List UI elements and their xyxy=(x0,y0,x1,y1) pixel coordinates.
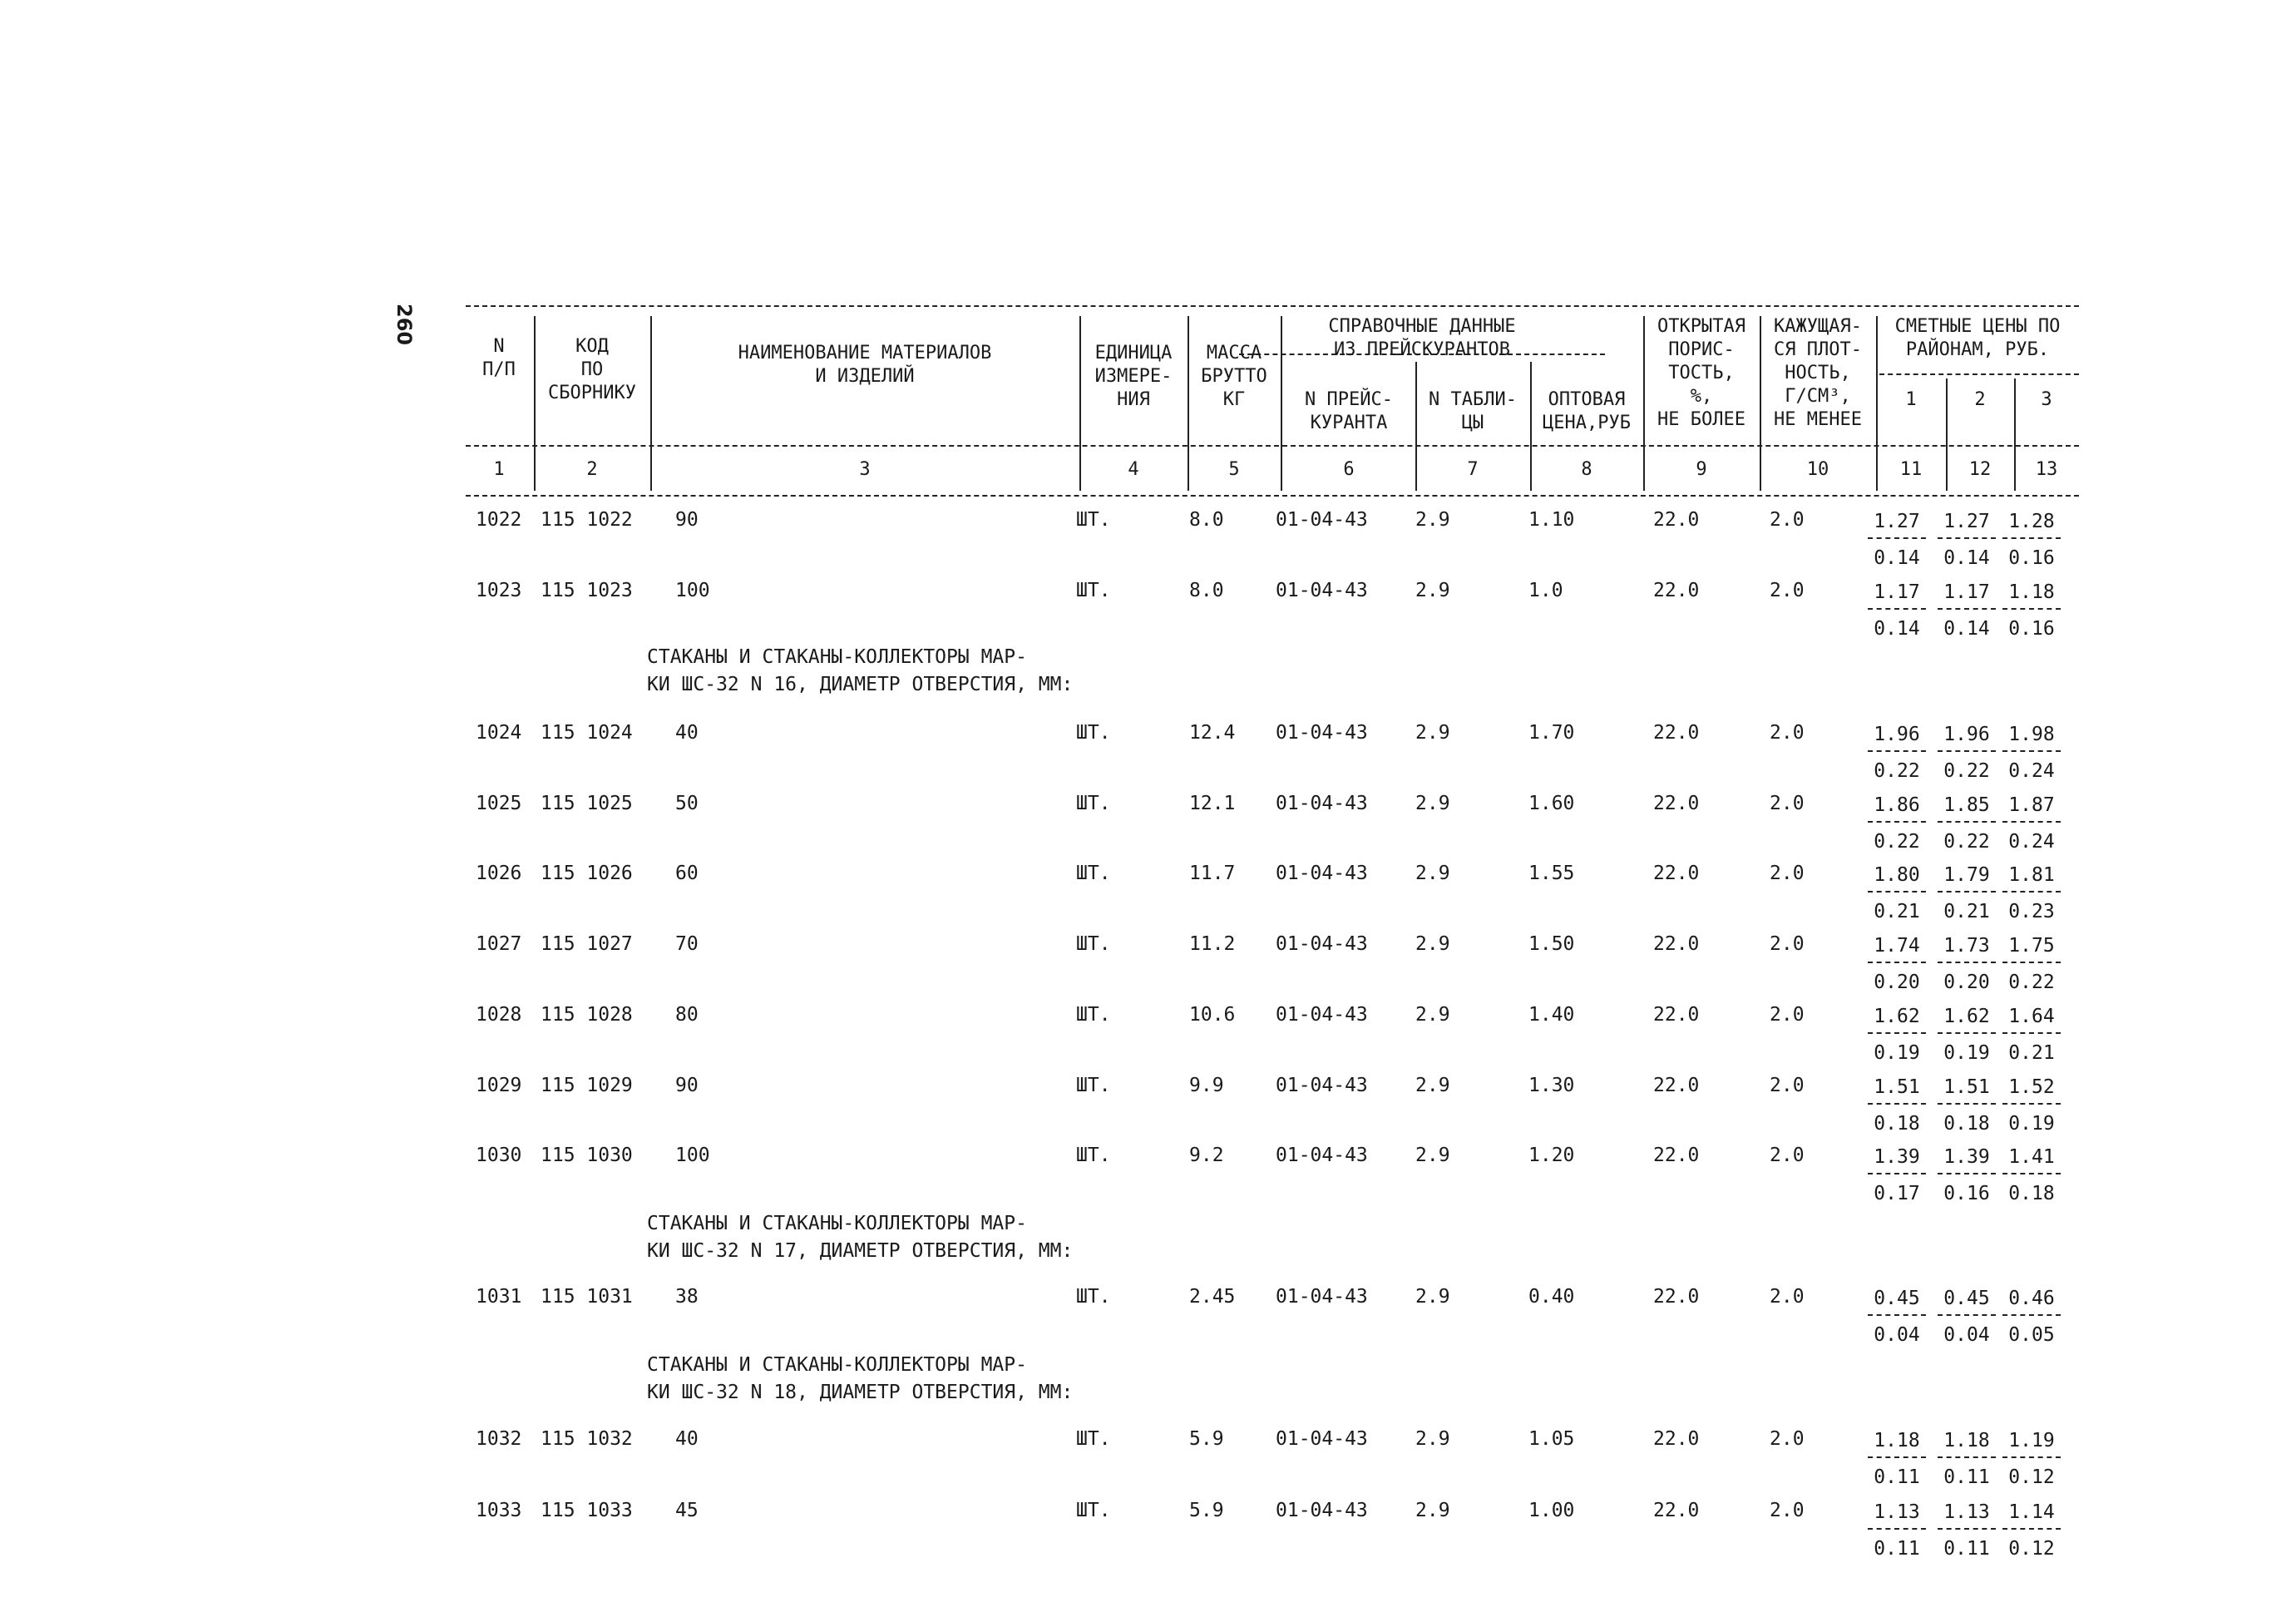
price-sub-value: 0.18 xyxy=(1874,1113,1920,1135)
row-unit: ШТ. xyxy=(1076,1500,1111,1521)
row-mass: 10.6 xyxy=(1189,1004,1236,1026)
row-code: 115 1029 xyxy=(541,1075,633,1096)
row-price-list: 01-04-43 xyxy=(1276,509,1368,531)
col-number: 13 xyxy=(2035,459,2058,480)
header-mid-rule xyxy=(466,445,2079,447)
row-number: 1026 xyxy=(476,863,522,884)
price-region-3 xyxy=(2002,581,2061,640)
price-value: 1.74 xyxy=(1868,935,1926,963)
price-region-3 xyxy=(2002,794,2061,853)
row-name: 60 xyxy=(675,863,699,884)
row-number: 1032 xyxy=(476,1428,522,1450)
price-sub-value: 0.21 xyxy=(2008,1042,2055,1064)
header-sep xyxy=(650,316,652,491)
price-region-2 xyxy=(1938,724,1996,782)
header-col5: МАССА БРУТТО КГ xyxy=(1201,343,1267,410)
price-value: 1.80 xyxy=(1868,864,1926,893)
row-porosity: 22.0 xyxy=(1653,580,1700,601)
header-group-prices: СМЕТНЫЕ ЦЕНЫ ПО РАЙОНАМ, РУБ. xyxy=(1894,316,2061,360)
col-number: 10 xyxy=(1806,459,1829,480)
price-value: 1.28 xyxy=(2002,511,2061,539)
row-table: 2.9 xyxy=(1415,1286,1450,1308)
row-density: 2.0 xyxy=(1770,1075,1805,1096)
section-title: СТАКАНЫ И СТАКАНЫ-КОЛЛЕКТОРЫ МАР- КИ ШС-32 N 16, ДИАМЕТР ОТВЕРСТИЯ, ММ: xyxy=(647,646,1074,695)
row-number: 1024 xyxy=(476,722,522,744)
price-sub-value: 0.22 xyxy=(1943,831,1990,853)
price-sub-value: 0.19 xyxy=(1874,1042,1920,1064)
header-prices-rule xyxy=(1879,373,2079,375)
price-sub-value: 0.14 xyxy=(1874,618,1920,640)
row-wholesale: 1.70 xyxy=(1528,722,1575,744)
row-name: 40 xyxy=(675,1428,699,1450)
row-name: 100 xyxy=(675,1145,710,1166)
price-value: 1.13 xyxy=(1868,1501,1926,1530)
row-price-list: 01-04-43 xyxy=(1276,793,1368,814)
row-porosity: 22.0 xyxy=(1653,1145,1700,1166)
price-value: 1.62 xyxy=(1868,1006,1926,1034)
price-region-2 xyxy=(1938,511,1996,569)
price-value: 1.27 xyxy=(1938,511,1996,539)
price-value: 1.39 xyxy=(1938,1146,1996,1174)
price-sub-value: 0.21 xyxy=(1874,901,1920,922)
price-value: 1.27 xyxy=(1868,511,1926,539)
price-region-3 xyxy=(2002,864,2061,922)
price-value: 1.51 xyxy=(1938,1076,1996,1105)
price-region-1 xyxy=(1868,1006,1926,1064)
price-region-3 xyxy=(2002,1146,2061,1204)
row-mass: 2.45 xyxy=(1189,1286,1236,1308)
row-wholesale: 1.20 xyxy=(1528,1145,1575,1166)
row-density: 2.0 xyxy=(1770,1145,1805,1166)
price-region-2 xyxy=(1938,1501,1996,1560)
price-value: 1.87 xyxy=(2002,794,2061,823)
row-density: 2.0 xyxy=(1770,580,1805,601)
row-density: 2.0 xyxy=(1770,722,1805,744)
row-unit: ШТ. xyxy=(1076,793,1111,814)
price-sub-value: 0.19 xyxy=(2008,1113,2055,1135)
row-name: 90 xyxy=(675,509,699,531)
row-unit: ШТ. xyxy=(1076,933,1111,955)
header-col12: 2 xyxy=(1974,389,1986,410)
table-header xyxy=(466,295,2079,495)
header-group-ref: СПРАВОЧНЫЕ ДАННЫЕ ИЗ ПРЕЙСКУРАНТОВ xyxy=(1328,316,1516,360)
price-region-1 xyxy=(1868,1146,1926,1204)
row-number: 1029 xyxy=(476,1075,522,1096)
price-value: 1.13 xyxy=(1938,1501,1996,1530)
price-region-2 xyxy=(1938,1146,1996,1204)
price-region-1 xyxy=(1868,581,1926,640)
price-sub-value: 0.16 xyxy=(1943,1183,1990,1204)
price-region-2 xyxy=(1938,935,1996,993)
price-region-2 xyxy=(1938,864,1996,922)
section-title: СТАКАНЫ И СТАКАНЫ-КОЛЛЕКТОРЫ МАР- КИ ШС-32 N 18, ДИАМЕТР ОТВЕРСТИЯ, ММ: xyxy=(647,1354,1074,1403)
price-sub-value: 0.11 xyxy=(1874,1538,1920,1560)
page-number: 260 xyxy=(393,304,416,346)
row-price-list: 01-04-43 xyxy=(1276,1075,1368,1096)
row-porosity: 22.0 xyxy=(1653,1286,1700,1308)
row-mass: 8.0 xyxy=(1189,580,1224,601)
header-col8: ОПТОВАЯ ЦЕНА,РУБ xyxy=(1543,389,1631,433)
header-sep xyxy=(2014,378,2016,491)
col-number: 2 xyxy=(586,459,598,480)
col-number: 8 xyxy=(1581,459,1592,480)
col-number: 4 xyxy=(1128,459,1139,480)
price-sub-value: 0.14 xyxy=(1943,547,1990,569)
price-value: 1.62 xyxy=(1938,1006,1996,1034)
price-sub-value: 0.24 xyxy=(2008,760,2055,782)
row-mass: 5.9 xyxy=(1189,1428,1224,1450)
header-sep xyxy=(1946,378,1948,491)
header-top-rule xyxy=(466,305,2079,307)
row-code: 115 1027 xyxy=(541,933,633,955)
row-price-list: 01-04-43 xyxy=(1276,1500,1368,1521)
row-code: 115 1025 xyxy=(541,793,633,814)
row-code: 115 1022 xyxy=(541,509,633,531)
price-sub-value: 0.16 xyxy=(2008,547,2055,569)
price-region-1 xyxy=(1868,724,1926,782)
price-value: 1.52 xyxy=(2002,1076,2061,1105)
price-region-2 xyxy=(1938,1430,1996,1488)
price-value: 1.81 xyxy=(2002,864,2061,893)
price-region-3 xyxy=(2002,1076,2061,1135)
header-sep xyxy=(1760,316,1761,491)
row-name: 50 xyxy=(675,793,699,814)
row-price-list: 01-04-43 xyxy=(1276,1428,1368,1450)
row-name: 40 xyxy=(675,722,699,744)
row-unit: ШТ. xyxy=(1076,509,1111,531)
price-value: 1.96 xyxy=(1938,724,1996,752)
col-number: 12 xyxy=(1968,459,1992,480)
row-name: 80 xyxy=(675,1004,699,1026)
price-value: 1.39 xyxy=(1868,1146,1926,1174)
row-wholesale: 1.0 xyxy=(1528,580,1563,601)
row-table: 2.9 xyxy=(1415,509,1450,531)
header-sep xyxy=(1079,316,1081,491)
price-value: 1.18 xyxy=(1868,1430,1926,1458)
row-wholesale: 1.30 xyxy=(1528,1075,1575,1096)
price-value: 0.46 xyxy=(2002,1288,2061,1316)
row-porosity: 22.0 xyxy=(1653,793,1700,814)
row-number: 1033 xyxy=(476,1500,522,1521)
price-value: 1.96 xyxy=(1868,724,1926,752)
row-wholesale: 1.60 xyxy=(1528,793,1575,814)
row-mass: 5.9 xyxy=(1189,1500,1224,1521)
row-density: 2.0 xyxy=(1770,1428,1805,1450)
price-region-1 xyxy=(1868,511,1926,569)
col-number: 6 xyxy=(1343,459,1355,480)
row-price-list: 01-04-43 xyxy=(1276,933,1368,955)
price-sub-value: 0.22 xyxy=(2008,972,2055,993)
price-value: 1.75 xyxy=(2002,935,2061,963)
row-density: 2.0 xyxy=(1770,793,1805,814)
price-region-2 xyxy=(1938,1076,1996,1135)
price-sub-value: 0.19 xyxy=(1943,1042,1990,1064)
price-sub-value: 0.11 xyxy=(1943,1466,1990,1488)
row-unit: ШТ. xyxy=(1076,1428,1111,1450)
row-unit: ШТ. xyxy=(1076,722,1111,744)
header-col1: N П/П xyxy=(482,336,516,380)
header-sep xyxy=(1281,316,1282,491)
price-sub-value: 0.12 xyxy=(2008,1538,2055,1560)
row-number: 1030 xyxy=(476,1145,522,1166)
price-region-3 xyxy=(2002,724,2061,782)
price-region-3 xyxy=(2002,1006,2061,1064)
price-value: 0.45 xyxy=(1938,1288,1996,1316)
price-value: 1.19 xyxy=(2002,1430,2061,1458)
price-value: 1.17 xyxy=(1868,581,1926,610)
row-name: 90 xyxy=(675,1075,699,1096)
price-value: 1.98 xyxy=(2002,724,2061,752)
row-wholesale: 0.40 xyxy=(1528,1286,1575,1308)
price-region-3 xyxy=(2002,511,2061,569)
header-col7: N ТАБЛИ- ЦЫ xyxy=(1429,389,1517,433)
header-sep xyxy=(1415,362,1417,491)
col-number: 1 xyxy=(493,459,505,480)
row-code: 115 1024 xyxy=(541,722,633,744)
row-table: 2.9 xyxy=(1415,933,1450,955)
header-sep xyxy=(1643,316,1645,491)
price-sub-value: 0.18 xyxy=(2008,1183,2055,1204)
price-value: 1.85 xyxy=(1938,794,1996,823)
row-mass: 11.2 xyxy=(1189,933,1236,955)
price-value: 1.51 xyxy=(1868,1076,1926,1105)
row-unit: ШТ. xyxy=(1076,580,1111,601)
price-value: 1.18 xyxy=(2002,581,2061,610)
row-mass: 12.1 xyxy=(1189,793,1236,814)
row-code: 115 1033 xyxy=(541,1500,633,1521)
row-unit: ШТ. xyxy=(1076,1004,1111,1026)
row-wholesale: 1.05 xyxy=(1528,1428,1575,1450)
price-sub-value: 0.18 xyxy=(1943,1113,1990,1135)
row-porosity: 22.0 xyxy=(1653,1075,1700,1096)
row-number: 1027 xyxy=(476,933,522,955)
row-number: 1025 xyxy=(476,793,522,814)
row-price-list: 01-04-43 xyxy=(1276,863,1368,884)
row-porosity: 22.0 xyxy=(1653,1428,1700,1450)
row-density: 2.0 xyxy=(1770,1004,1805,1026)
row-mass: 9.2 xyxy=(1189,1145,1224,1166)
row-unit: ШТ. xyxy=(1076,1145,1111,1166)
row-table: 2.9 xyxy=(1415,1500,1450,1521)
row-price-list: 01-04-43 xyxy=(1276,1286,1368,1308)
row-price-list: 01-04-43 xyxy=(1276,722,1368,744)
row-number: 1031 xyxy=(476,1286,522,1308)
row-price-list: 01-04-43 xyxy=(1276,1145,1368,1166)
header-col13: 3 xyxy=(2041,389,2052,410)
price-sub-value: 0.20 xyxy=(1943,972,1990,993)
row-density: 2.0 xyxy=(1770,863,1805,884)
price-sub-value: 0.12 xyxy=(2008,1466,2055,1488)
price-value: 1.17 xyxy=(1938,581,1996,610)
header-bottom-rule xyxy=(466,495,2079,497)
row-number: 1023 xyxy=(476,580,522,601)
price-region-1 xyxy=(1868,794,1926,853)
row-number: 1022 xyxy=(476,509,522,531)
row-porosity: 22.0 xyxy=(1653,1004,1700,1026)
row-name: 38 xyxy=(675,1286,699,1308)
row-mass: 9.9 xyxy=(1189,1075,1224,1096)
row-wholesale: 1.50 xyxy=(1528,933,1575,955)
price-sub-value: 0.23 xyxy=(2008,901,2055,922)
price-sub-value: 0.14 xyxy=(1874,547,1920,569)
row-table: 2.9 xyxy=(1415,1004,1450,1026)
row-porosity: 22.0 xyxy=(1653,722,1700,744)
row-name: 45 xyxy=(675,1500,699,1521)
price-value: 1.73 xyxy=(1938,935,1996,963)
header-sep xyxy=(534,316,536,491)
price-value: 1.79 xyxy=(1938,864,1996,893)
price-value: 0.45 xyxy=(1868,1288,1926,1316)
price-region-1 xyxy=(1868,1288,1926,1346)
header-col3: НАИМЕНОВАНИЕ МАТЕРИАЛОВ И ИЗДЕЛИЙ xyxy=(738,343,992,387)
row-number: 1028 xyxy=(476,1004,522,1026)
price-sub-value: 0.14 xyxy=(1943,618,1990,640)
row-mass: 8.0 xyxy=(1189,509,1224,531)
row-table: 2.9 xyxy=(1415,1428,1450,1450)
row-mass: 12.4 xyxy=(1189,722,1236,744)
col-number: 5 xyxy=(1228,459,1240,480)
price-sub-value: 0.22 xyxy=(1943,760,1990,782)
col-number: 7 xyxy=(1467,459,1479,480)
header-sep xyxy=(1188,316,1189,491)
row-price-list: 01-04-43 xyxy=(1276,580,1368,601)
price-region-1 xyxy=(1868,1430,1926,1488)
row-code: 115 1030 xyxy=(541,1145,633,1166)
row-unit: ШТ. xyxy=(1076,863,1111,884)
header-col4: ЕДИНИЦА ИЗМЕРЕ- НИЯ xyxy=(1094,343,1173,410)
price-region-3 xyxy=(2002,935,2061,993)
row-wholesale: 1.10 xyxy=(1528,509,1575,531)
price-sub-value: 0.17 xyxy=(1874,1183,1920,1204)
header-sep xyxy=(1530,362,1532,491)
row-porosity: 22.0 xyxy=(1653,1500,1700,1521)
price-region-2 xyxy=(1938,794,1996,853)
price-value: 1.41 xyxy=(2002,1146,2061,1174)
price-sub-value: 0.11 xyxy=(1943,1538,1990,1560)
price-sub-value: 0.05 xyxy=(2008,1324,2055,1346)
row-name: 70 xyxy=(675,933,699,955)
row-density: 2.0 xyxy=(1770,509,1805,531)
price-region-1 xyxy=(1868,935,1926,993)
col-number: 9 xyxy=(1696,459,1707,480)
row-table: 2.9 xyxy=(1415,1145,1450,1166)
row-unit: ШТ. xyxy=(1076,1286,1111,1308)
price-region-1 xyxy=(1868,1076,1926,1135)
header-col11: 1 xyxy=(1905,389,1917,410)
price-region-3 xyxy=(2002,1288,2061,1346)
price-region-1 xyxy=(1868,1501,1926,1560)
price-value: 1.86 xyxy=(1868,794,1926,823)
row-table: 2.9 xyxy=(1415,863,1450,884)
price-value: 1.14 xyxy=(2002,1501,2061,1530)
row-code: 115 1026 xyxy=(541,863,633,884)
row-porosity: 22.0 xyxy=(1653,933,1700,955)
row-table: 2.9 xyxy=(1415,793,1450,814)
col-number: 3 xyxy=(859,459,871,480)
price-sub-value: 0.21 xyxy=(1943,901,1990,922)
price-value: 1.64 xyxy=(2002,1006,2061,1034)
price-sub-value: 0.22 xyxy=(1874,760,1920,782)
price-region-1 xyxy=(1868,864,1926,922)
price-sub-value: 0.20 xyxy=(1874,972,1920,993)
price-region-3 xyxy=(2002,1430,2061,1488)
price-region-3 xyxy=(2002,1501,2061,1560)
price-sub-value: 0.04 xyxy=(1943,1324,1990,1346)
header-col10: КАЖУЩАЯ- СЯ ПЛОТ- НОСТЬ, Г/СМ³, НЕ МЕНЕЕ xyxy=(1774,316,1862,430)
row-code: 115 1032 xyxy=(541,1428,633,1450)
row-porosity: 22.0 xyxy=(1653,863,1700,884)
row-density: 2.0 xyxy=(1770,1500,1805,1521)
row-mass: 11.7 xyxy=(1189,863,1236,884)
header-col6: N ПРЕЙС- КУРАНТА xyxy=(1305,389,1393,433)
price-sub-value: 0.16 xyxy=(2008,618,2055,640)
header-col2: КОД ПО СБОРНИКУ xyxy=(548,336,636,403)
col-number: 11 xyxy=(1899,459,1923,480)
row-density: 2.0 xyxy=(1770,933,1805,955)
row-unit: ШТ. xyxy=(1076,1075,1111,1096)
row-code: 115 1028 xyxy=(541,1004,633,1026)
price-region-2 xyxy=(1938,581,1996,640)
row-name: 100 xyxy=(675,580,710,601)
row-density: 2.0 xyxy=(1770,1286,1805,1308)
row-code: 115 1023 xyxy=(541,580,633,601)
row-wholesale: 1.40 xyxy=(1528,1004,1575,1026)
row-table: 2.9 xyxy=(1415,580,1450,601)
price-sub-value: 0.22 xyxy=(1874,831,1920,853)
row-wholesale: 1.00 xyxy=(1528,1500,1575,1521)
row-table: 2.9 xyxy=(1415,722,1450,744)
row-table: 2.9 xyxy=(1415,1075,1450,1096)
row-price-list: 01-04-43 xyxy=(1276,1004,1368,1026)
price-sub-value: 0.04 xyxy=(1874,1324,1920,1346)
price-value: 1.18 xyxy=(1938,1430,1996,1458)
row-porosity: 22.0 xyxy=(1653,509,1700,531)
price-sub-value: 0.11 xyxy=(1874,1466,1920,1488)
row-wholesale: 1.55 xyxy=(1528,863,1575,884)
price-region-2 xyxy=(1938,1288,1996,1346)
header-col9: ОТКРЫТАЯ ПОРИС- ТОСТЬ, %, НЕ БОЛЕЕ xyxy=(1657,316,1745,430)
price-sub-value: 0.24 xyxy=(2008,831,2055,853)
row-code: 115 1031 xyxy=(541,1286,633,1308)
price-region-2 xyxy=(1938,1006,1996,1064)
section-title: СТАКАНЫ И СТАКАНЫ-КОЛЛЕКТОРЫ МАР- КИ ШС-32 N 17, ДИАМЕТР ОТВЕРСТИЯ, ММ: xyxy=(647,1213,1074,1262)
header-sep xyxy=(1876,316,1878,491)
